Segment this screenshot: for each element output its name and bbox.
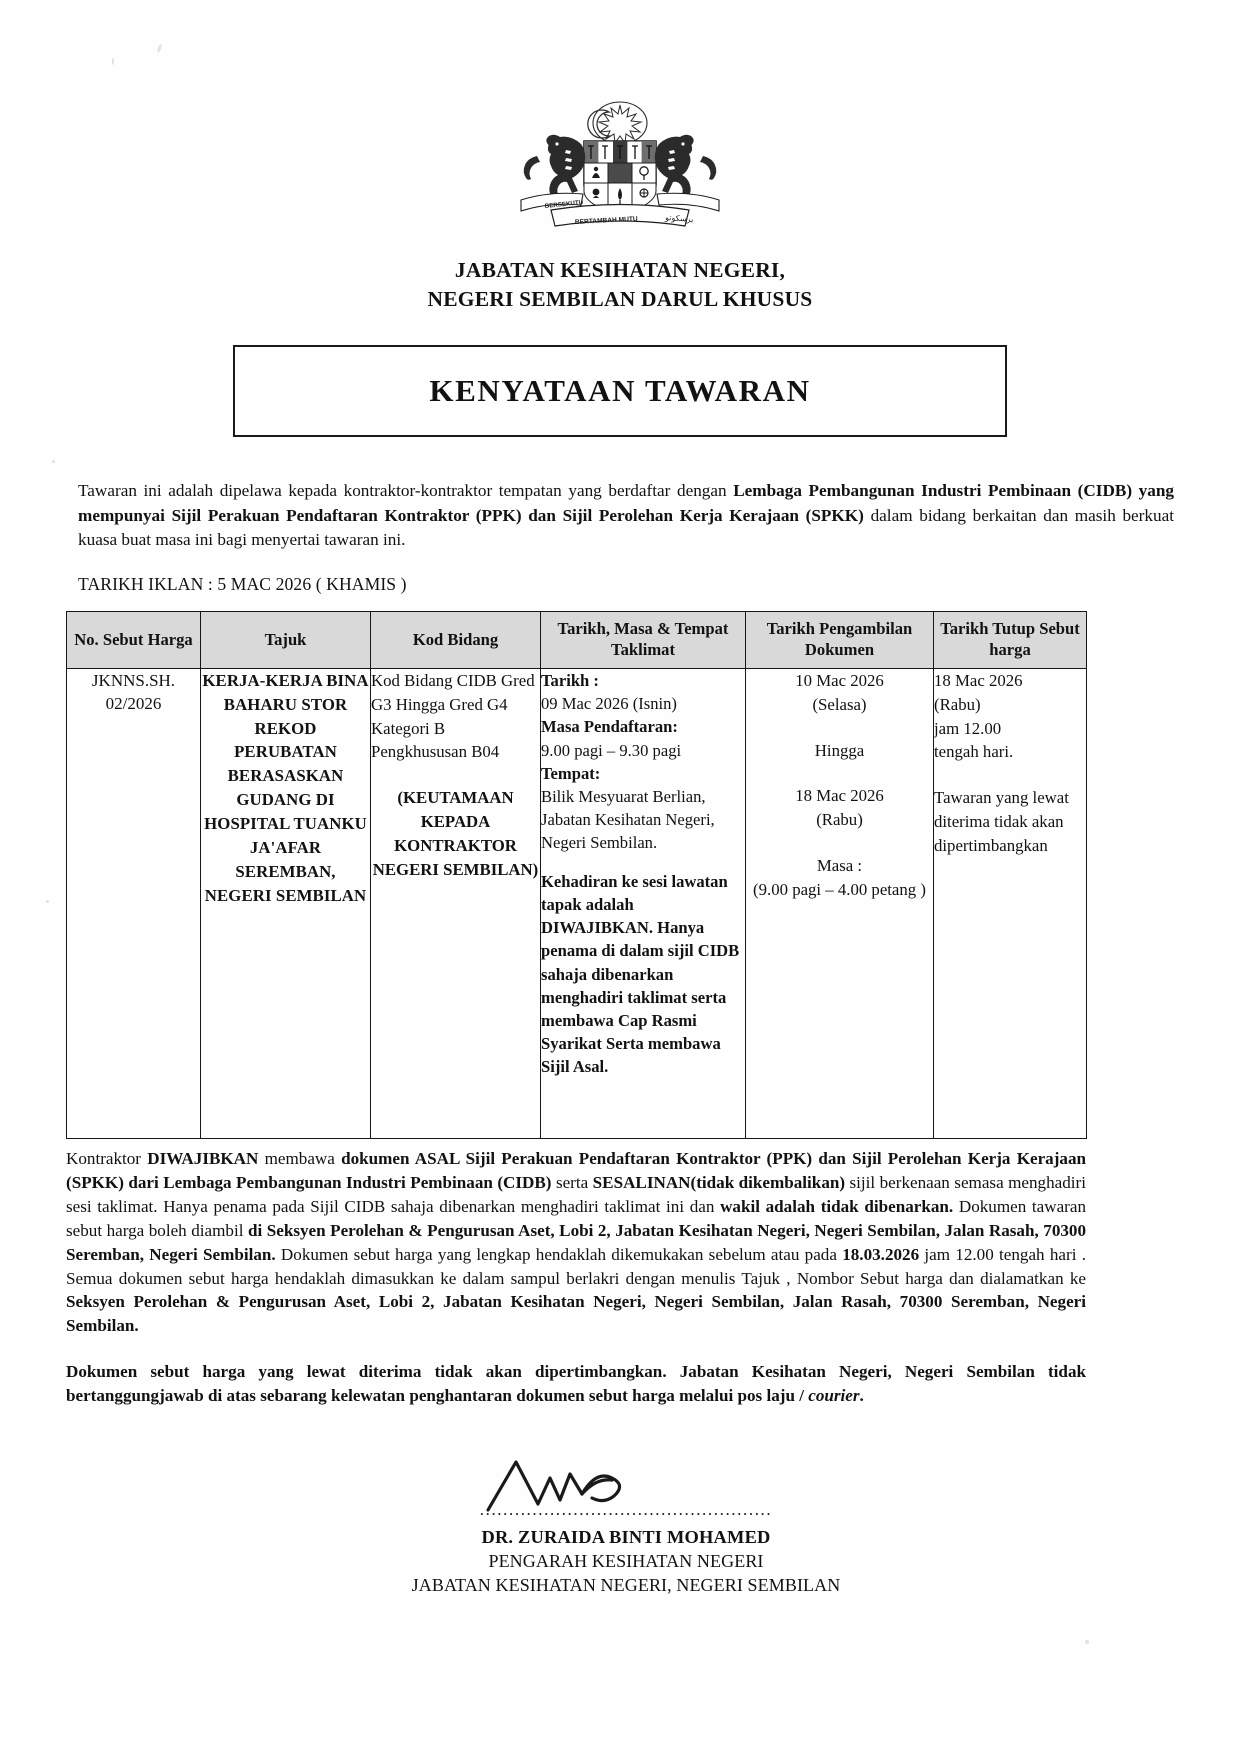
intro-paragraph: [78, 479, 1174, 552]
spacer: [934, 764, 1086, 786]
svg-text:برسكوتو: برسكوتو: [664, 213, 694, 224]
tutup-time-1: jam 12.00: [934, 718, 1002, 738]
intro-text-2: dalam bidang berkaitan dan masih berkuat kuasa buat masa ini bagi menyertai tawaran ini.: [78, 505, 1175, 550]
cp1-e: serta: [551, 1172, 593, 1192]
cell-tajuk: KERJA-KERJA BINA BAHARU STOR REKOD PERUBATAN BERASASKAN GUDANG DI HOSPITAL TUANKU JA'AFAR SEREMBAN, NEGERI SEMBILAN: [201, 668, 371, 1138]
taklimat-tarikh-value: 09 Mac 2026 (Isnin): [541, 694, 677, 714]
cp2-a: Dokumen sebut harga yang lewat diterima tidak akan dipertimbangkan. Jabatan Kesihatan Negeri, Negeri Sembilan tidak bertanggungjawab di atas sebarang kelewatan penghantaran dokumen sebut harga melalui pos laju /: [66, 1362, 1086, 1406]
signature-dotted-line: ..................................................: [479, 1500, 773, 1520]
tutup-note: Tawaran yang lewat diterima tidak akan dipertimbangkan: [934, 788, 1069, 855]
col-header-taklimat: Tarikh, Masa & Tempat Taklimat: [541, 612, 746, 668]
cp1-j: di Seksyen Perolehan & Pengurusan Aset, Lobi 2, Jabatan Kesihatan Negeri, Negeri Sembilan, Jalan Rasah, 70300 Seremban, Negeri Sembilan.: [66, 1220, 1087, 1264]
spacer: [746, 762, 933, 784]
cp2-c: .: [859, 1386, 864, 1406]
signatory-department: JABATAN KESIHATAN NEGERI, NEGERI SEMBILAN: [411, 1575, 841, 1596]
signatory-role: PENGARAH KESIHATAN NEGERI: [488, 1551, 764, 1572]
taklimat-masa-value: 9.00 pagi – 9.30 pagi: [541, 740, 682, 760]
scan-speck: [112, 58, 114, 65]
kod-bidang-main: Kod Bidang CIDB Gred G3 Hingga Gred G4 Kategori B Pengkhususan B04: [371, 670, 535, 762]
pengambilan-day-2: (Rabu): [816, 810, 863, 830]
cp1-b: DIWAJIBKAN: [147, 1148, 259, 1168]
taklimat-tempat-value: Bilik Mesyuarat Berlian, Jabatan Kesihatan Negeri, Negeri Sembilan.: [541, 787, 715, 853]
cp1-m: jam 12.00 tengah hari . Semua dokumen sebut harga hendaklah dimasukkan ke dalam sampul berlakri dengan menulis Tajuk , Nombor Sebut harga dan dialamatkan ke: [66, 1244, 1087, 1288]
pengambilan-date-1: 10 Mac 2026: [795, 670, 884, 690]
document-body: [0, 479, 1240, 1596]
pengambilan-connector: Hingga: [814, 740, 865, 760]
cp1-k: Dokumen sebut harga yang lengkap hendaklah dikemukakan sebelum atau pada: [275, 1244, 843, 1264]
cp1-c: membawa: [258, 1148, 342, 1168]
pengambilan-masa-value: (9.00 pagi – 4.00 petang ): [753, 879, 926, 899]
scan-speck: [46, 900, 49, 903]
scan-speck: [1085, 1640, 1089, 1644]
advertisement-date: TARIKH IKLAN : 5 MAC 2026 ( KHAMIS ): [78, 574, 407, 595]
table-header-row: [67, 612, 1087, 668]
col-header-kod-bidang: Kod Bidang: [371, 612, 541, 668]
col-header-tajuk: Tajuk: [201, 612, 371, 668]
cell-taklimat: [541, 668, 746, 1138]
taklimat-tarikh-label: Tarikh :: [541, 670, 599, 690]
spacer: [371, 764, 540, 786]
malaysian-coat-of-arms-icon: [489, 96, 751, 234]
emblem-container: [0, 0, 1240, 234]
cell-no-sebut-harga: JKNNS.SH. 02/2026: [67, 668, 201, 1138]
svg-text:BERTAMBAH MUTU: BERTAMBAH MUTU: [574, 215, 638, 226]
taklimat-masa-label: Masa Pendaftaran:: [541, 717, 678, 737]
col-header-pengambilan-dokumen: Tarikh Pengambilan Dokumen: [746, 612, 934, 668]
taklimat-notice: Kehadiran ke sesi lawatan tapak adalah DIWAJIBKAN. Hanya penama di dalam sijil CIDB sahaja dibenarkan menghadiri taklimat serta membawa Cap Rasmi Syarikat Serta membawa Sijil Asal.: [541, 871, 740, 1077]
tutup-date: 18 Mac 2026: [934, 670, 1023, 690]
cp1-d: dokumen ASAL Sijil Perakuan Pendaftaran Kontraktor (PPK) dan Sijil Perolehan Kerja Kerajaan (SPKK) dari Lembaga Pembangunan Industri Pembinaan (CIDB): [66, 1148, 1087, 1192]
cp1-i: Dokumen tawaran sebut harga boleh diambil: [66, 1196, 1087, 1240]
organisation-header: [0, 256, 1240, 313]
closing-paragraph-1: [66, 1147, 1086, 1338]
taklimat-tempat-label: Tempat:: [541, 763, 601, 783]
col-header-tarikh-tutup: Tarikh Tutup Sebut harga: [934, 612, 1087, 668]
cp2-b: courier: [808, 1386, 860, 1406]
intro-bold-1: Lembaga Pembangunan Industri Pembinaan (CIDB) yang mempunyai Sijil Perakuan Pendaftaran Kontraktor (PPK) dan Sijil Perolehan Kerja Kerajaan (SPKK): [78, 481, 1174, 525]
document-title-box: [233, 345, 1007, 437]
cell-pengambilan-dokumen: [746, 668, 934, 1138]
intro-text-1: Tawaran ini adalah dipelawa kepada kontraktor-kontraktor tempatan yang berdaftar dengan: [78, 481, 734, 501]
cp1-n: Seksyen Perolehan & Pengurusan Aset, Lobi 2, Jabatan Kesihatan Negeri, Negeri Sembilan, Jalan Rasah, 70300 Seremban, Negeri Sembilan.: [66, 1292, 1086, 1336]
signatory-name: DR. ZURAIDA BINTI MOHAMED: [481, 1527, 771, 1548]
cp1-h: wakil adalah tidak dibenarkan.: [720, 1196, 954, 1216]
kod-bidang-note: (KEUTAMAAN KEPADA KONTRAKTOR NEGERI SEMBILAN): [372, 788, 539, 879]
tender-table: [66, 611, 1087, 1138]
signature-block: [78, 1448, 1174, 1596]
cp1-g: sijil berkenaan semasa menghadiri sesi taklimat. Hanya penama pada Sijil CIDB sahaja dibenarkan menghadiri taklimat ini dan: [66, 1172, 1086, 1216]
pengambilan-date-2: 18 Mac 2026: [795, 786, 884, 806]
cp1-f: SESALINAN(tidak dikembalikan): [592, 1172, 846, 1192]
cp1-a: Kontraktor: [66, 1148, 148, 1168]
tutup-time-2: tengah hari.: [934, 742, 1014, 762]
cell-tarikh-tutup: [934, 668, 1087, 1138]
page-title: KENYATAAN TAWARAN: [429, 373, 811, 409]
spacer: [746, 832, 933, 854]
handwritten-signature: [78, 1448, 1174, 1514]
tutup-day: (Rabu): [934, 694, 981, 714]
cell-kod-bidang: [371, 668, 541, 1138]
cp1-l: 18.03.2026: [842, 1244, 920, 1264]
scan-speck: [52, 460, 55, 463]
org-line-2: NEGERI SEMBILAN DARUL KHUSUS: [427, 286, 813, 311]
closing-paragraph-2: [66, 1360, 1086, 1408]
col-header-no-sebut-harga: No. Sebut Harga: [67, 612, 201, 668]
pengambilan-day-1: (Selasa): [812, 694, 867, 714]
org-line-1: JABATAN KESIHATAN NEGERI,: [454, 258, 786, 282]
spacer: [541, 855, 745, 870]
pengambilan-masa-label: Masa :: [816, 856, 863, 876]
spacer: [746, 717, 933, 739]
table-row: [67, 668, 1087, 1138]
svg-text:BERSEKUTU: BERSEKUTU: [544, 199, 584, 210]
